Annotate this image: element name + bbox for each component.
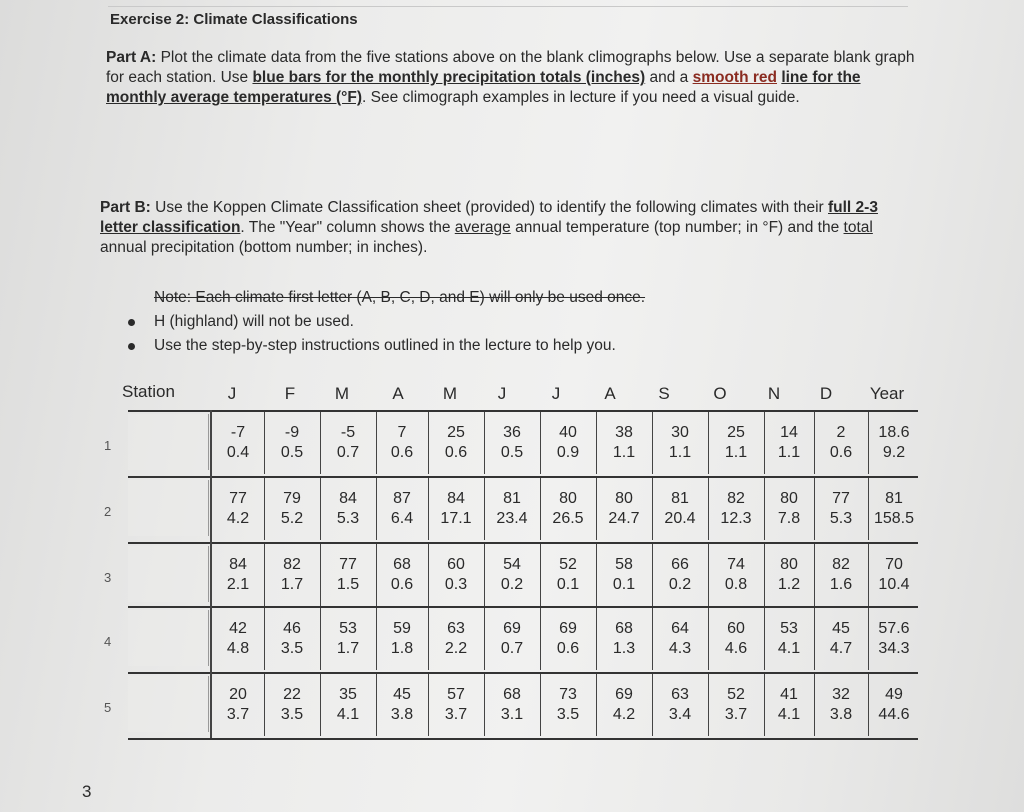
temperature-value: 18.6: [878, 424, 910, 441]
data-cell: [764, 674, 815, 736]
bullet-dot: [128, 343, 135, 350]
temperature-value: 59: [393, 620, 411, 637]
precipitation-value: 4.2: [612, 706, 636, 723]
precipitation-value: 3.5: [556, 706, 580, 723]
precipitation-value: 0.3: [444, 576, 468, 593]
full-classification-emphasis: full 2-3 letter classification: [100, 199, 878, 236]
station-name-cell[interactable]: [128, 480, 209, 536]
temperature-value: 80: [780, 556, 798, 573]
precipitation-value: 3.4: [668, 706, 692, 723]
precipitation-value: 44.6: [878, 706, 910, 723]
precipitation-value: 3.7: [724, 706, 748, 723]
station-number: 3: [104, 570, 112, 585]
data-cell: [376, 674, 429, 736]
data-cell: [212, 674, 265, 736]
precipitation-value: 0.2: [668, 576, 692, 593]
temperature-value: 82: [727, 490, 745, 507]
temperature-value: 49: [885, 686, 903, 703]
temperature-value: 68: [393, 556, 411, 573]
data-cell: [264, 674, 321, 736]
struck-note-text: Note: Each climate first letter (A, B, C, D, and E) will only be used once.: [154, 289, 646, 306]
precipitation-value: 3.7: [444, 706, 468, 723]
temperature-value: 14: [780, 424, 798, 441]
data-cell: [596, 478, 653, 540]
part-b-text-3: annual temperature (top number; in °F) and the: [510, 219, 844, 236]
temperature-value: 69: [615, 686, 633, 703]
precipitation-value: 5.3: [336, 510, 360, 527]
data-cell: [264, 412, 321, 474]
data-cell: [764, 412, 815, 474]
data-cell: [764, 608, 815, 670]
precipitation-value: 1.7: [280, 576, 304, 593]
part-b-text: Use the Koppen Climate Classification sheet (provided) to identify the following climates with their: [155, 199, 828, 216]
data-cell: [376, 608, 429, 670]
precipitation-value: 1.3: [612, 640, 636, 657]
temperature-value: 20: [229, 686, 247, 703]
data-cell: [652, 478, 709, 540]
precipitation-value: 1.2: [777, 576, 801, 593]
temperature-value: 60: [447, 556, 465, 573]
temperature-value: 52: [559, 556, 577, 573]
temperature-value: 80: [559, 490, 577, 507]
temperature-value: 45: [393, 686, 411, 703]
temperature-value: 87: [393, 490, 411, 507]
temperature-value: 69: [503, 620, 521, 637]
temperature-value: 80: [615, 490, 633, 507]
precipitation-value: 12.3: [720, 510, 752, 527]
temperature-value: 68: [503, 686, 521, 703]
precipitation-value: 1.8: [390, 640, 414, 657]
part-a-text-3: . See climograph examples in lecture if you need a visual guide.: [362, 89, 800, 106]
data-cell: [708, 544, 765, 606]
temperature-value: 60: [727, 620, 745, 637]
data-cell: [868, 412, 920, 474]
data-cell: [540, 608, 597, 670]
precipitation-value: 4.2: [226, 510, 250, 527]
precipitation-value: 3.8: [829, 706, 853, 723]
precipitation-value: 4.3: [668, 640, 692, 657]
station-name-cell[interactable]: [128, 610, 209, 666]
data-cell: [814, 674, 869, 736]
temperature-value: 81: [671, 490, 689, 507]
column-header-9: O: [713, 384, 727, 403]
temperature-value: 52: [727, 686, 745, 703]
precipitation-value: 9.2: [882, 444, 906, 461]
station-name-cell[interactable]: [128, 676, 209, 732]
station-number: 4: [104, 634, 112, 649]
column-header-7: A: [604, 384, 616, 403]
column-header-8: S: [658, 384, 670, 403]
temperature-value: 68: [615, 620, 633, 637]
temperature-value: 54: [503, 556, 521, 573]
data-cell: [596, 674, 653, 736]
precipitation-value: 0.2: [500, 576, 524, 593]
temperature-value: 25: [727, 424, 745, 441]
temperature-value: 2: [836, 424, 846, 441]
red-line-instruction: line for the monthly average temperatures (°F): [106, 69, 861, 106]
column-header-1: F: [284, 384, 296, 403]
temperature-value: 46: [283, 620, 301, 637]
precipitation-value: 5.2: [280, 510, 304, 527]
temperature-value: 53: [339, 620, 357, 637]
precipitation-value: 0.6: [390, 576, 414, 593]
column-header-2: M: [334, 384, 350, 403]
smooth-red-instruction: smooth red: [692, 69, 777, 86]
temperature-value: 70: [885, 556, 903, 573]
exercise-title: Exercise 2: Climate Classifications: [110, 11, 358, 28]
temperature-value: 84: [339, 490, 357, 507]
data-cell: [652, 674, 709, 736]
temperature-value: 74: [727, 556, 745, 573]
data-cell: [652, 544, 709, 606]
data-cell: [212, 608, 265, 670]
data-cell: [484, 674, 541, 736]
data-cell: [764, 544, 815, 606]
part-a-text-2: and a: [645, 69, 693, 86]
bullet-instructions: [120, 334, 645, 358]
column-header-10: N: [767, 384, 781, 403]
temperature-value: 42: [229, 620, 247, 637]
station-header: Station: [122, 382, 175, 401]
data-cell: [708, 608, 765, 670]
temperature-value: 84: [229, 556, 247, 573]
temperature-value: -5: [340, 424, 356, 441]
temperature-value: 45: [832, 620, 850, 637]
part-a-label: Part A:: [106, 49, 157, 66]
temperature-value: -7: [230, 424, 246, 441]
precipitation-value: 3.8: [390, 706, 414, 723]
data-cell: [264, 608, 321, 670]
precipitation-value: 0.7: [336, 444, 360, 461]
station-name-cell[interactable]: [128, 546, 209, 602]
precipitation-value: 0.4: [226, 444, 250, 461]
temperature-value: 77: [339, 556, 357, 573]
station-number: 5: [104, 700, 112, 715]
data-cell: [814, 608, 869, 670]
data-cell: [540, 674, 597, 736]
temperature-value: 57.6: [878, 620, 910, 637]
data-cell: [484, 544, 541, 606]
precipitation-value: 158.5: [873, 510, 915, 527]
temperature-value: 84: [447, 490, 465, 507]
precipitation-value: 0.6: [390, 444, 414, 461]
precipitation-value: 0.6: [829, 444, 853, 461]
data-cell: [428, 544, 485, 606]
precipitation-value: 1.1: [668, 444, 692, 461]
precipitation-value: 0.1: [612, 576, 636, 593]
temperature-value: 77: [229, 490, 247, 507]
precipitation-value: 1.1: [724, 444, 748, 461]
temperature-value: 53: [780, 620, 798, 637]
data-cell: [708, 478, 765, 540]
part-a-paragraph: [106, 48, 916, 108]
data-cell: [868, 608, 920, 670]
precipitation-value: 2.1: [226, 576, 250, 593]
precipitation-value: 26.5: [552, 510, 584, 527]
precipitation-value: 0.9: [556, 444, 580, 461]
temperature-value: 79: [283, 490, 301, 507]
station-number: 2: [104, 504, 112, 519]
precipitation-value: 17.1: [440, 510, 472, 527]
data-cell: [320, 544, 377, 606]
precipitation-value: 20.4: [664, 510, 696, 527]
temperature-value: 40: [559, 424, 577, 441]
station-number: 1: [104, 438, 112, 453]
data-cell: [708, 412, 765, 474]
data-cell: [814, 544, 869, 606]
precipitation-value: 4.8: [226, 640, 250, 657]
data-cell: [484, 608, 541, 670]
blue-bars-instruction: blue bars for the monthly precipitation totals (inches): [252, 69, 646, 86]
data-cell: [428, 412, 485, 474]
temperature-value: -9: [284, 424, 300, 441]
temperature-value: 30: [671, 424, 689, 441]
data-cell: [376, 544, 429, 606]
precipitation-value: 0.6: [444, 444, 468, 461]
temperature-value: 25: [447, 424, 465, 441]
column-header-6: J: [551, 384, 561, 403]
column-header-0: J: [227, 384, 237, 403]
data-cell: [868, 478, 920, 540]
column-header-12: Year: [869, 384, 905, 403]
temperature-value: 81: [885, 490, 903, 507]
precipitation-value: 1.1: [612, 444, 636, 461]
data-cell: [540, 478, 597, 540]
data-cell: [428, 478, 485, 540]
temperature-value: 57: [447, 686, 465, 703]
precipitation-value: 0.7: [500, 640, 524, 657]
precipitation-value: 23.4: [496, 510, 528, 527]
precipitation-value: 0.5: [500, 444, 524, 461]
column-header-4: M: [442, 384, 458, 403]
precipitation-value: 2.2: [444, 640, 468, 657]
precipitation-value: 7.8: [777, 510, 801, 527]
station-name-cell[interactable]: [128, 414, 209, 470]
data-cell: [320, 674, 377, 736]
precipitation-value: 4.1: [777, 706, 801, 723]
data-cell: [652, 412, 709, 474]
precipitation-value: 1.5: [336, 576, 360, 593]
precipitation-value: 4.1: [777, 640, 801, 657]
data-cell: [764, 478, 815, 540]
temperature-value: 32: [832, 686, 850, 703]
data-cell: [814, 478, 869, 540]
temperature-value: 36: [503, 424, 521, 441]
data-cell: [428, 608, 485, 670]
precipitation-value: 3.7: [226, 706, 250, 723]
data-cell: [708, 674, 765, 736]
temperature-value: 82: [283, 556, 301, 573]
bullet-dot: [128, 319, 135, 326]
table-left-rule: [210, 410, 212, 738]
data-cell: [596, 412, 653, 474]
notes-list: [120, 286, 645, 358]
average-emphasis: average: [454, 219, 511, 236]
data-cell: [868, 674, 920, 736]
precipitation-value: 5.3: [829, 510, 853, 527]
temperature-value: 22: [283, 686, 301, 703]
precipitation-value: 4.6: [724, 640, 748, 657]
temperature-value: 69: [559, 620, 577, 637]
temperature-value: 38: [615, 424, 633, 441]
temperature-value: 81: [503, 490, 521, 507]
precipitation-value: 0.5: [280, 444, 304, 461]
data-cell: [596, 608, 653, 670]
temperature-value: 82: [832, 556, 850, 573]
precipitation-value: 1.7: [336, 640, 360, 657]
column-header-11: D: [819, 384, 833, 403]
data-cell: [264, 544, 321, 606]
temperature-value: 63: [671, 686, 689, 703]
data-cell: [868, 544, 920, 606]
data-cell: [484, 478, 541, 540]
data-cell: [596, 544, 653, 606]
part-b-label: Part B:: [100, 199, 151, 216]
precipitation-value: 0.8: [724, 576, 748, 593]
precipitation-value: 0.6: [556, 640, 580, 657]
precipitation-value: 1.6: [829, 576, 853, 593]
temperature-value: 58: [615, 556, 633, 573]
column-header-3: A: [392, 384, 404, 403]
precipitation-value: 24.7: [608, 510, 640, 527]
temperature-value: 64: [671, 620, 689, 637]
data-cell: [212, 478, 265, 540]
data-cell: [540, 544, 597, 606]
precipitation-value: 3.5: [280, 706, 304, 723]
temperature-value: 73: [559, 686, 577, 703]
temperature-value: 41: [780, 686, 798, 703]
data-cell: [428, 674, 485, 736]
temperature-value: 66: [671, 556, 689, 573]
precipitation-value: 4.7: [829, 640, 853, 657]
data-cell: [320, 478, 377, 540]
data-cell: [320, 608, 377, 670]
precipitation-value: 34.3: [878, 640, 910, 657]
data-cell: [212, 544, 265, 606]
temperature-value: 63: [447, 620, 465, 637]
data-cell: [320, 412, 377, 474]
struck-note: [120, 286, 645, 310]
precipitation-value: 3.5: [280, 640, 304, 657]
column-header-5: J: [497, 384, 507, 403]
precipitation-value: 10.4: [878, 576, 910, 593]
bullet-highland: [120, 310, 645, 334]
part-a-text: Plot the climate data from the five stations above on the blank climographs below. Use a separate blank graph for each station. Use: [106, 49, 915, 86]
table-rule: [128, 738, 918, 740]
precipitation-value: 6.4: [390, 510, 414, 527]
temperature-value: 35: [339, 686, 357, 703]
precipitation-value: 4.1: [336, 706, 360, 723]
data-cell: [540, 412, 597, 474]
data-cell: [814, 412, 869, 474]
data-cell: [376, 478, 429, 540]
precipitation-value: 0.1: [556, 576, 580, 593]
data-cell: [484, 412, 541, 474]
page-number: 3: [82, 782, 92, 801]
data-cell: [264, 478, 321, 540]
temperature-value: 80: [780, 490, 798, 507]
bullet-highland-text: H (highland) will not be used.: [154, 313, 354, 330]
total-emphasis: total: [843, 219, 873, 236]
data-cell: [652, 608, 709, 670]
precipitation-value: 1.1: [777, 444, 801, 461]
precipitation-value: 3.1: [500, 706, 524, 723]
part-b-text-2: . The "Year" column shows the: [240, 219, 455, 236]
data-cell: [376, 412, 429, 474]
part-b-paragraph: [100, 198, 920, 258]
bullet-instructions-text: Use the step-by-step instructions outlined in the lecture to help you.: [154, 337, 616, 354]
temperature-value: 7: [397, 424, 407, 441]
temperature-value: 77: [832, 490, 850, 507]
part-b-text-4: annual precipitation (bottom number; in inches).: [100, 239, 428, 256]
top-rule: [108, 6, 908, 7]
data-cell: [212, 412, 265, 474]
